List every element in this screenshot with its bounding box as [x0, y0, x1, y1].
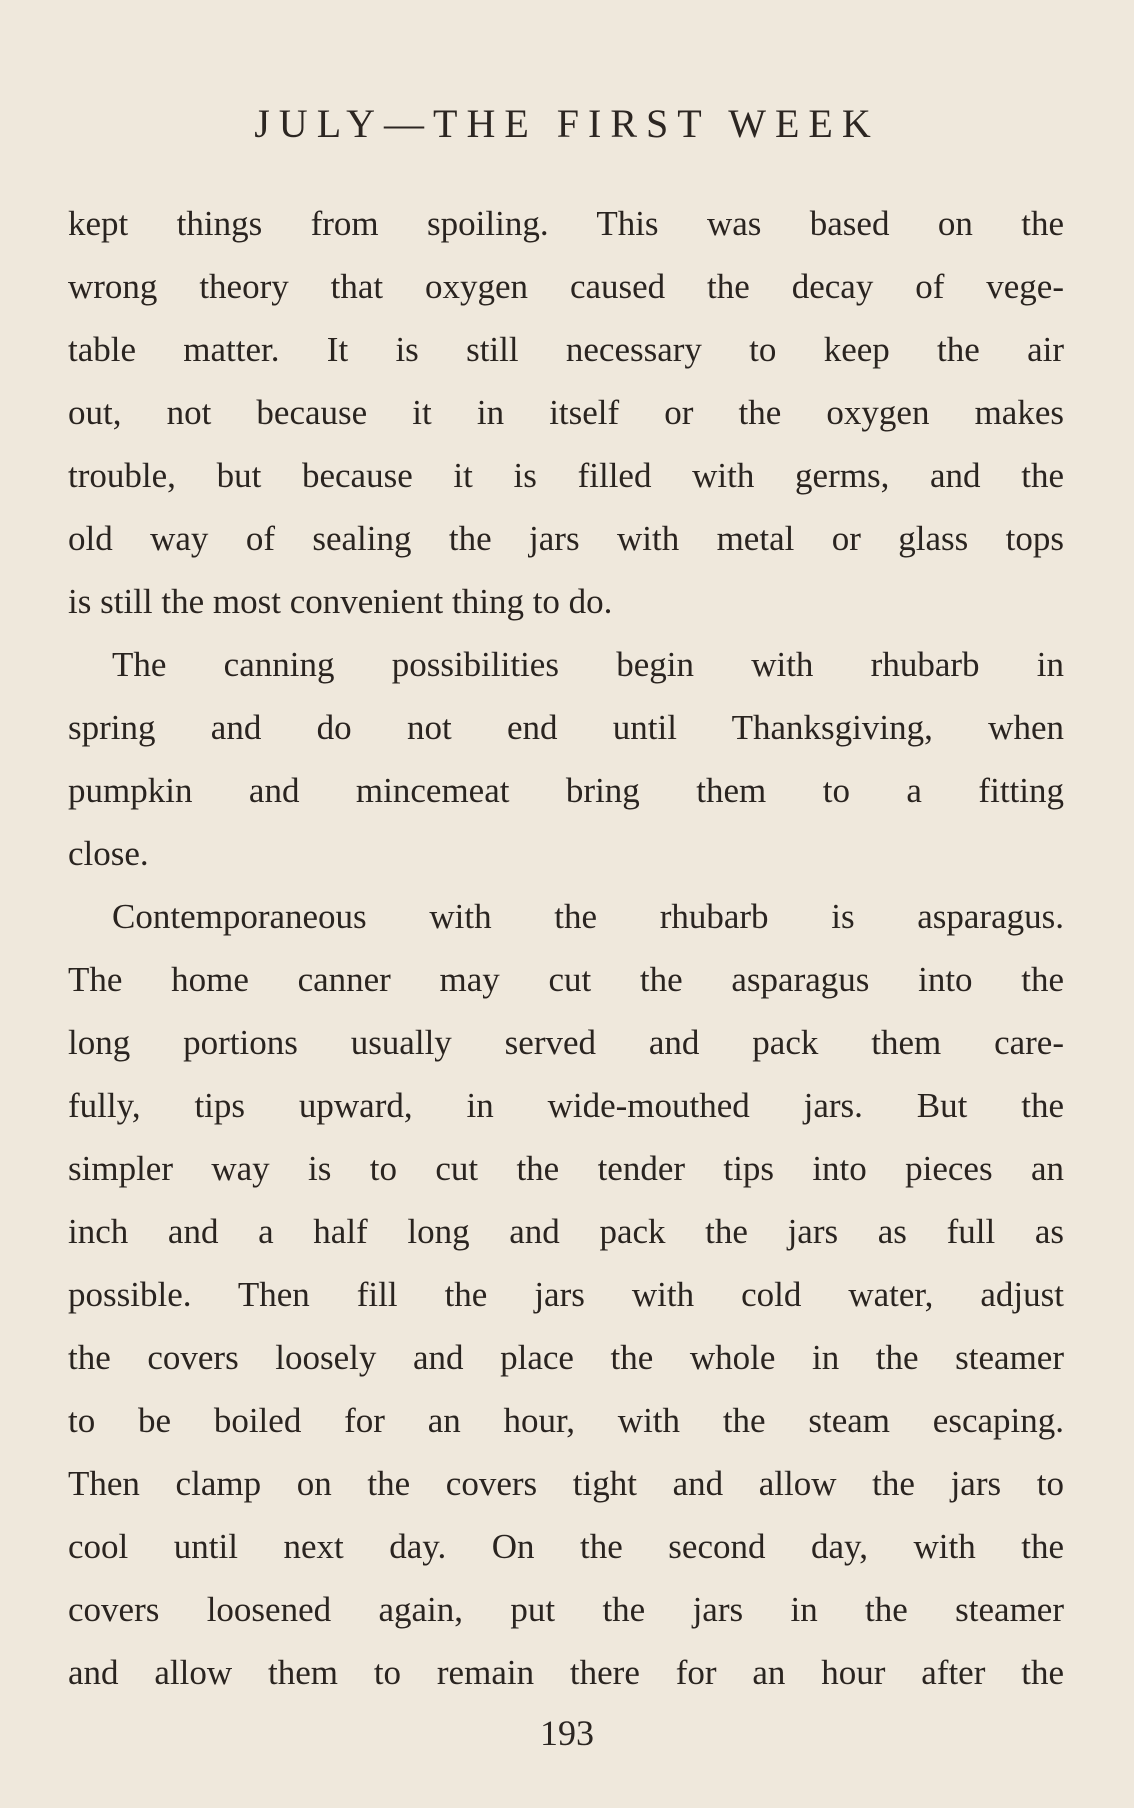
- text-line: simpler way is to cut the tender tips into pieces an: [68, 1149, 1064, 1188]
- text-line: the covers loosely and place the whole in the steamer: [68, 1338, 1064, 1377]
- text-line: Contemporaneous with the rhubarb is asparagus.: [112, 897, 1064, 936]
- text-line: covers loosened again, put the jars in the steamer: [68, 1590, 1064, 1629]
- text-line: is still the most convenient thing to do.: [68, 582, 613, 621]
- text-line: table matter. It is still necessary to keep the air: [68, 330, 1064, 369]
- running-head: JULY—THE FIRST WEEK: [254, 101, 880, 146]
- text-line: Then clamp on the covers tight and allow the jars to: [68, 1464, 1064, 1503]
- text-line: out, not because it in itself or the oxygen makes: [68, 393, 1064, 432]
- body-text: [68, 192, 1064, 1704]
- text-line: The canning possibilities begin with rhubarb in: [112, 645, 1064, 684]
- text-line: long portions usually served and pack them care-: [68, 1023, 1064, 1062]
- text-line: kept things from spoiling. This was based on the: [68, 204, 1064, 243]
- text-line: fully, tips upward, in wide-mouthed jars. But the: [68, 1086, 1064, 1125]
- text-line: and allow them to remain there for an hour after the: [68, 1653, 1064, 1692]
- text-line: pumpkin and mincemeat bring them to a fitting: [68, 771, 1064, 810]
- text-line: old way of sealing the jars with metal or glass tops: [68, 519, 1064, 558]
- text-line: trouble, but because it is filled with germs, and the: [68, 456, 1064, 495]
- text-line: to be boiled for an hour, with the steam escaping.: [68, 1401, 1064, 1440]
- text-line: spring and do not end until Thanksgiving, when: [68, 708, 1064, 747]
- text-line: inch and a half long and pack the jars as full as: [68, 1212, 1064, 1251]
- text-line: The home canner may cut the asparagus into the: [68, 960, 1064, 999]
- text-line: close.: [68, 834, 149, 873]
- page-number: 193: [540, 1713, 594, 1753]
- text-line: wrong theory that oxygen caused the decay of vege-: [68, 267, 1064, 306]
- text-line: possible. Then fill the jars with cold water, adjust: [68, 1275, 1064, 1314]
- text-line: cool until next day. On the second day, with the: [68, 1527, 1064, 1566]
